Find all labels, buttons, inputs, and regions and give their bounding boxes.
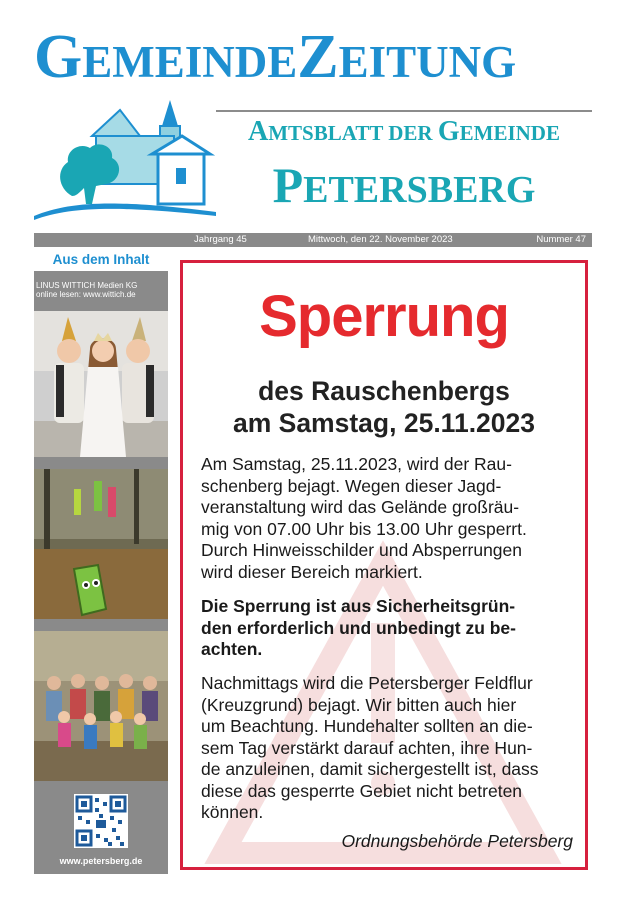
- closure-notice: [180, 260, 588, 870]
- notice-signature: Ordnungsbehörde Petersberg: [341, 831, 573, 851]
- group-photo[interactable]: [34, 631, 168, 781]
- header-rule: [216, 110, 592, 112]
- date-label: Mittwoch, den 22. November 2023: [308, 234, 453, 245]
- notice-paragraph-warning: Die Sperrung ist aus Sicherheitsgrün- den erforderlich und unbedingt zu be- achten.: [201, 596, 516, 659]
- notice-headline: Sperrung: [259, 284, 509, 349]
- notice-subheadline: des Rauschenbergs am Samstag, 25.11.2023: [232, 376, 536, 438]
- website-link[interactable]: www.petersberg.de: [59, 856, 143, 866]
- publisher-info: LINUS WITTICH Medien KG online lesen: www.wittich.de: [36, 281, 138, 299]
- qr-code-icon[interactable]: [74, 794, 128, 848]
- forest-cleanup-photo[interactable]: [34, 469, 168, 619]
- issue-number-label: Nummer 47: [536, 234, 586, 245]
- castle-logo: [32, 96, 218, 220]
- notice-paragraph-2: Nachmittags wird die Petersberger Feldflur (Kreuzgrund) bejagt. Wir bitten auch hier um Beachtung. Hundehalter sollten an die- sem Tag verstärkt darauf achten, ihre Hun- de anzuleinen, damit sichergestellt ist, dass diese das gesperrte Gebiet nicht betreten können.: [201, 673, 539, 822]
- sidebar-heading: Aus dem Inhalt: [34, 249, 168, 271]
- newspaper-title: GEMEINDEZEITUNG: [34, 23, 517, 91]
- city-name: PETERSBERG: [272, 157, 536, 213]
- notice-paragraph-1: Am Samstag, 25.11.2023, wird der Rau- schenberg bejagt. Wegen dieser Jagd- veranstaltung wird das Gelände großräu- mig von 07.00 Uhr bis 13.00 Uhr gesperrt. Durch Hinweisschilder und Absperrungen wird dieser Bereich markiert.: [201, 454, 527, 582]
- issue-info-bar: [34, 233, 592, 247]
- contents-sidebar: [34, 249, 168, 874]
- carnival-kids-photo[interactable]: [34, 311, 168, 457]
- gazette-subtitle: AMTSBLATT DER GEMEINDE: [248, 116, 560, 147]
- volume-label: Jahrgang 45: [194, 234, 247, 245]
